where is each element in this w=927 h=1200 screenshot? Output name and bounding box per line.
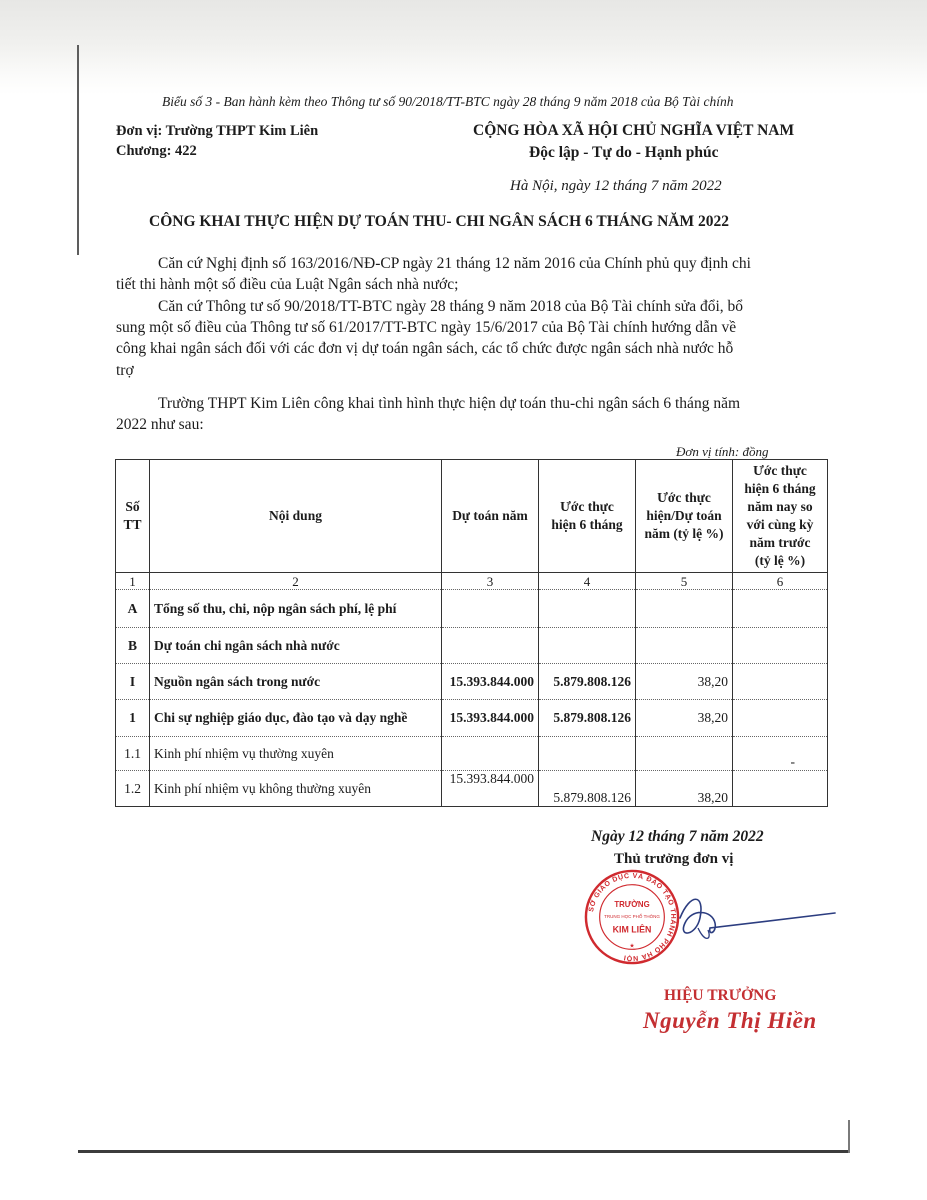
- handwritten-signature: [650, 888, 840, 948]
- budget-table: [115, 459, 828, 807]
- signature-stroke: [680, 899, 835, 933]
- unit-name: Đơn vị: Trường THPT Kim Liên: [116, 123, 319, 139]
- header-yoy-line6: (tỷ lệ %): [754, 553, 806, 568]
- header-stt: [116, 460, 150, 573]
- seal-line3: KIM LIÊN: [612, 924, 652, 935]
- motto: Độc lập - Tự do - Hạnh phúc: [529, 144, 719, 161]
- header-year-over-year: [733, 460, 828, 573]
- table-row: [116, 771, 828, 807]
- table-row: [116, 590, 828, 628]
- header-content: Nội dung: [150, 460, 442, 573]
- seal-line2: TRUNG HỌC PHỔ THÔNG: [604, 913, 660, 919]
- table-row: [116, 628, 828, 664]
- signature-flourish: [698, 928, 709, 938]
- para3-line1: Trường THPT Kim Liên công khai tình hình thực hiện dự toán thu-chi ngân sách 6 tháng năm: [158, 395, 740, 412]
- row-annual: [442, 590, 539, 628]
- para2-line1: Căn cứ Thông tư số 90/2018/TT-BTC ngày 28 tháng 9 năm 2018 của Bộ Tài chính sửa đổi, bổ: [158, 298, 744, 315]
- header-yoy-line3: năm nay so: [747, 499, 813, 514]
- header-yoy-line4: với cùng kỳ: [746, 517, 814, 532]
- row-stt: B: [116, 628, 150, 664]
- row-stt: 1.1: [116, 737, 150, 771]
- column-number: 2: [150, 573, 442, 590]
- row-content: Kinh phí nhiệm vụ không thường xuyên: [150, 771, 442, 807]
- seal-ring-text: SỞ GIÁO DỤC VÀ ĐÀO TẠO THÀNH PHỐ HÀ NỘI: [588, 872, 677, 962]
- para2-line4: trợ: [116, 362, 134, 379]
- header-estimate-6-months: [539, 460, 636, 573]
- scan-edge-bottom: [78, 1150, 850, 1153]
- header-yoy-line1: Ước thực: [753, 463, 807, 478]
- row-est6: [539, 628, 636, 664]
- form-note: Biểu số 3 - Ban hành kèm theo Thông tư số 90/2018/TT-BTC ngày 28 tháng 9 năm 2018 của Bộ Tài chính: [162, 94, 734, 109]
- header-est6-line2: hiện 6 tháng: [551, 517, 623, 532]
- column-number: 3: [442, 573, 539, 590]
- table-header-row: [116, 460, 828, 573]
- row-yoy: [733, 771, 828, 807]
- row-ratio: [636, 590, 733, 628]
- table-row: [116, 664, 828, 700]
- para2-line2: sung một số điều của Thông tư số 61/2017/TT-BTC ngày 15/6/2017 của Bộ Tài chính hướng dẫn về: [116, 319, 737, 336]
- row-content: Tổng số thu, chi, nộp ngân sách phí, lệ phí: [150, 590, 442, 628]
- para3-line2: 2022 như sau:: [116, 416, 204, 433]
- row-annual: 15.393.844.000: [442, 771, 539, 807]
- header-yoy-line2: hiện 6 tháng: [744, 481, 816, 496]
- row-est6: [539, 737, 636, 771]
- row-content: Nguồn ngân sách trong nước: [150, 664, 442, 700]
- row-yoy: [733, 664, 828, 700]
- row-annual: [442, 737, 539, 771]
- header-est6-line1: Ước thực: [560, 499, 614, 514]
- chapter-code: Chương: 422: [116, 143, 197, 159]
- currency-unit: Đơn vị tính: đồng: [676, 444, 769, 459]
- scan-edge-right: [848, 1120, 850, 1153]
- header-annual-estimate: Dự toán năm: [442, 460, 539, 573]
- header-stt-line2: TT: [123, 517, 142, 532]
- seal-line1: TRƯỜNG: [614, 900, 650, 910]
- para1-line2: tiết thi hành một số điều của Luật Ngân sách nhà nước;: [116, 276, 459, 293]
- signer-title: HIỆU TRƯỞNG: [664, 987, 777, 1004]
- row-stt: 1.2: [116, 771, 150, 807]
- signer-name: Nguyễn Thị Hiền: [643, 1008, 817, 1033]
- column-number: 4: [539, 573, 636, 590]
- signature-date: Ngày 12 tháng 7 năm 2022: [591, 828, 764, 845]
- seal-star-icon: ★: [629, 943, 635, 950]
- column-number-row: [116, 573, 828, 590]
- para2-line3: công khai ngân sách đối với các đơn vị dự toán ngân sách, các tổ chức được ngân sách nhà nước hỗ: [116, 340, 734, 357]
- table-row: [116, 700, 828, 737]
- row-yoy: -: [733, 737, 828, 771]
- column-number: 6: [733, 573, 828, 590]
- row-stt: I: [116, 664, 150, 700]
- row-annual: 15.393.844.000: [442, 700, 539, 737]
- row-yoy: [733, 700, 828, 737]
- para1-line1: Căn cứ Nghị định số 163/2016/NĐ-CP ngày 21 tháng 12 năm 2016 của Chính phủ quy định chi: [158, 255, 751, 272]
- row-ratio: [636, 737, 733, 771]
- row-yoy: [733, 628, 828, 664]
- row-ratio: 38,20: [636, 700, 733, 737]
- row-annual: 15.393.844.000: [442, 664, 539, 700]
- header-yoy-line5: năm trước: [749, 535, 811, 550]
- header-ratio-line2: hiện/Dự toán: [646, 508, 722, 523]
- row-content: Dự toán chi ngân sách nhà nước: [150, 628, 442, 664]
- scan-edge-left: [77, 45, 79, 255]
- table-row: [116, 737, 828, 771]
- row-est6: 5.879.808.126: [539, 771, 636, 807]
- column-number: 1: [116, 573, 150, 590]
- row-annual: [442, 628, 539, 664]
- country-name: CỘNG HÒA XÃ HỘI CHỦ NGHĨA VIỆT NAM: [473, 122, 795, 139]
- document-title: CÔNG KHAI THỰC HIỆN DỰ TOÁN THU- CHI NGÂN SÁCH 6 THÁNG NĂM 2022: [149, 213, 730, 230]
- header-ratio: [636, 460, 733, 573]
- scan-shadow-top: [0, 0, 927, 95]
- row-est6: 5.879.808.126: [539, 700, 636, 737]
- row-yoy: [733, 590, 828, 628]
- row-content: Chi sự nghiệp giáo dục, đào tạo và dạy nghề: [150, 700, 442, 737]
- row-ratio: [636, 628, 733, 664]
- row-ratio: 38,20: [636, 664, 733, 700]
- row-est6: 5.879.808.126: [539, 664, 636, 700]
- header-stt-line1: Số: [125, 499, 140, 514]
- signature-position: Thủ trưởng đơn vị: [614, 851, 734, 867]
- row-stt: 1: [116, 700, 150, 737]
- row-content: Kinh phí nhiệm vụ thường xuyên: [150, 737, 442, 771]
- column-number: 5: [636, 573, 733, 590]
- place-date: Hà Nội, ngày 12 tháng 7 năm 2022: [510, 178, 722, 194]
- row-est6: [539, 590, 636, 628]
- header-ratio-line1: Ước thực: [657, 490, 711, 505]
- row-stt: A: [116, 590, 150, 628]
- row-ratio: 38,20: [636, 771, 733, 807]
- header-ratio-line3: năm (tỷ lệ %): [644, 526, 724, 541]
